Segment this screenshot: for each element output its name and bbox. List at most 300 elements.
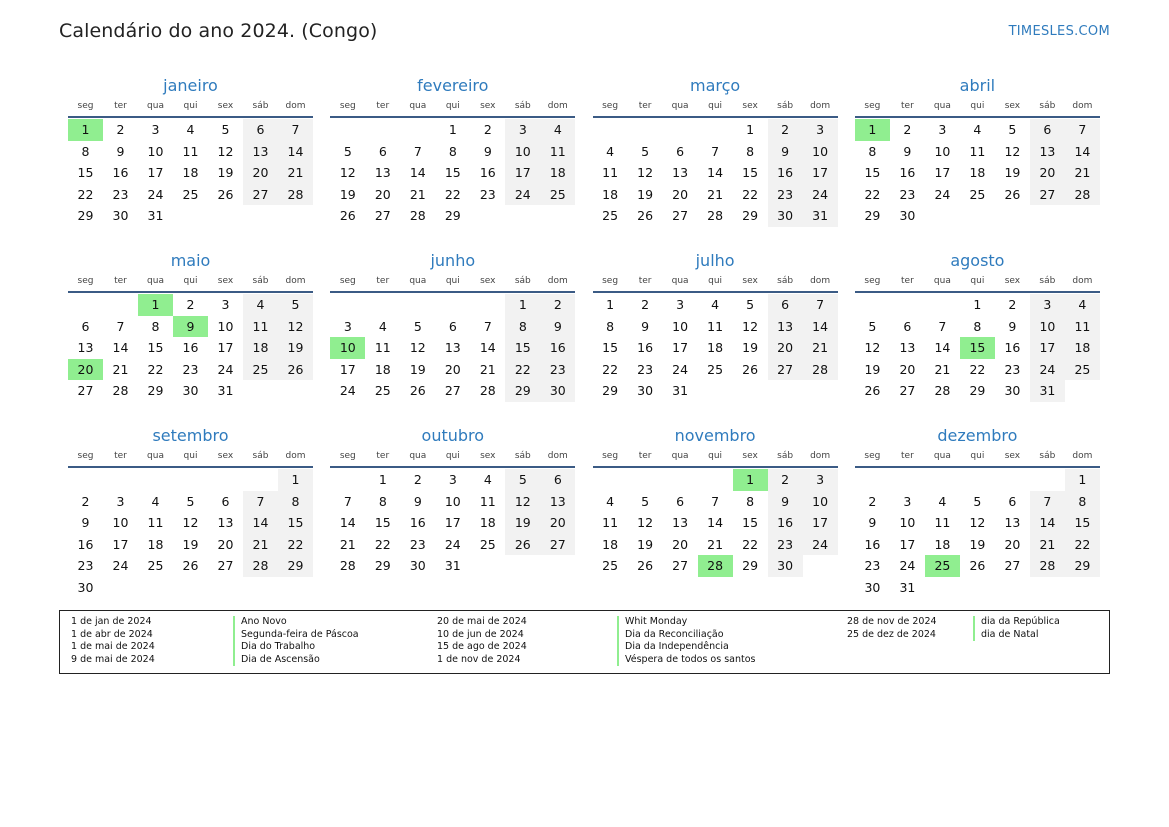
day-cell[interactable]: 20: [672, 536, 689, 552]
day-cell[interactable]: 10: [147, 143, 164, 159]
day-cell[interactable]: 19: [637, 536, 654, 552]
day-cell[interactable]: 22: [864, 186, 881, 202]
day-cell[interactable]: 5: [278, 294, 313, 316]
day-cell[interactable]: 6: [903, 318, 912, 334]
day-cell[interactable]: 23: [77, 558, 94, 574]
day-cell[interactable]: 16: [1004, 340, 1021, 356]
day-cell[interactable]: 18: [243, 337, 278, 359]
day-cell[interactable]: 5: [973, 493, 982, 509]
day-cell[interactable]: 25: [243, 359, 278, 381]
holiday-day-cell[interactable]: 1: [68, 119, 103, 141]
day-cell[interactable]: 26: [637, 558, 654, 574]
day-cell[interactable]: 4: [151, 493, 160, 509]
day-cell[interactable]: 8: [505, 316, 540, 338]
day-cell[interactable]: 6: [448, 318, 457, 334]
day-cell[interactable]: 1: [973, 297, 982, 312]
day-cell[interactable]: 11: [1065, 316, 1100, 338]
day-cell[interactable]: 1: [606, 297, 615, 312]
day-cell[interactable]: 1: [1065, 469, 1100, 491]
day-cell[interactable]: 21: [1030, 534, 1065, 556]
day-cell[interactable]: 21: [409, 186, 426, 202]
day-cell[interactable]: 14: [243, 512, 278, 534]
day-cell[interactable]: 24: [803, 184, 838, 206]
day-cell[interactable]: 27: [540, 534, 575, 556]
day-cell[interactable]: 2: [768, 469, 803, 491]
day-cell[interactable]: 30: [540, 380, 575, 402]
day-cell[interactable]: 16: [899, 165, 916, 181]
day-cell[interactable]: 22: [742, 186, 759, 202]
day-cell[interactable]: 20: [243, 162, 278, 184]
day-cell[interactable]: 23: [637, 361, 654, 377]
day-cell[interactable]: 1: [448, 122, 457, 137]
day-cell[interactable]: 26: [505, 534, 540, 556]
day-cell[interactable]: 19: [182, 536, 199, 552]
day-cell[interactable]: 11: [374, 340, 391, 356]
day-cell[interactable]: 8: [746, 493, 755, 509]
day-cell[interactable]: 9: [81, 515, 90, 531]
day-cell[interactable]: 13: [77, 340, 94, 356]
day-cell[interactable]: 19: [742, 340, 759, 356]
day-cell[interactable]: 9: [1008, 318, 1017, 334]
day-cell[interactable]: 12: [217, 143, 234, 159]
day-cell[interactable]: 25: [182, 186, 199, 202]
day-cell[interactable]: 14: [707, 515, 724, 531]
day-cell[interactable]: 31: [147, 208, 164, 224]
day-cell[interactable]: 20: [444, 361, 461, 377]
day-cell[interactable]: 5: [413, 318, 422, 334]
day-cell[interactable]: 29: [602, 383, 619, 399]
day-cell[interactable]: 19: [217, 165, 234, 181]
day-cell[interactable]: 18: [540, 162, 575, 184]
day-cell[interactable]: 16: [112, 165, 129, 181]
day-cell[interactable]: 29: [278, 555, 313, 577]
day-cell[interactable]: 26: [637, 208, 654, 224]
day-cell[interactable]: 11: [934, 515, 951, 531]
day-cell[interactable]: 12: [409, 340, 426, 356]
day-cell[interactable]: 13: [444, 340, 461, 356]
day-cell[interactable]: 17: [505, 162, 540, 184]
day-cell[interactable]: 4: [711, 297, 720, 312]
day-cell[interactable]: 21: [803, 337, 838, 359]
day-cell[interactable]: 29: [77, 208, 94, 224]
day-cell[interactable]: 25: [540, 184, 575, 206]
day-cell[interactable]: 2: [768, 119, 803, 141]
day-cell[interactable]: 30: [768, 205, 803, 227]
day-cell[interactable]: 13: [1004, 515, 1021, 531]
day-cell[interactable]: 16: [637, 340, 654, 356]
day-cell[interactable]: 2: [540, 294, 575, 316]
day-cell[interactable]: 23: [899, 186, 916, 202]
day-cell[interactable]: 3: [343, 318, 352, 334]
day-cell[interactable]: 5: [641, 143, 650, 159]
day-cell[interactable]: 26: [742, 361, 759, 377]
day-cell[interactable]: 14: [1065, 141, 1100, 163]
day-cell[interactable]: 4: [378, 318, 387, 334]
day-cell[interactable]: 7: [343, 493, 352, 509]
day-cell[interactable]: 26: [1004, 186, 1021, 202]
day-cell[interactable]: 23: [409, 536, 426, 552]
day-cell[interactable]: 9: [116, 143, 125, 159]
day-cell[interactable]: 7: [803, 294, 838, 316]
day-cell[interactable]: 27: [1004, 558, 1021, 574]
day-cell[interactable]: 7: [1030, 491, 1065, 513]
day-cell[interactable]: 2: [81, 493, 90, 509]
day-cell[interactable]: 28: [1030, 555, 1065, 577]
day-cell[interactable]: 12: [637, 165, 654, 181]
day-cell[interactable]: 7: [116, 318, 125, 334]
day-cell[interactable]: 4: [540, 119, 575, 141]
day-cell[interactable]: 27: [243, 184, 278, 206]
day-cell[interactable]: 15: [374, 515, 391, 531]
day-cell[interactable]: 2: [641, 297, 650, 312]
day-cell[interactable]: 17: [934, 165, 951, 181]
day-cell[interactable]: 27: [1030, 184, 1065, 206]
day-cell[interactable]: 29: [505, 380, 540, 402]
day-cell[interactable]: 31: [803, 205, 838, 227]
day-cell[interactable]: 14: [112, 340, 129, 356]
day-cell[interactable]: 3: [116, 493, 125, 509]
day-cell[interactable]: 23: [479, 186, 496, 202]
day-cell[interactable]: 31: [899, 579, 916, 595]
day-cell[interactable]: 8: [746, 143, 755, 159]
day-cell[interactable]: 21: [479, 361, 496, 377]
day-cell[interactable]: 12: [864, 340, 881, 356]
day-cell[interactable]: 28: [243, 555, 278, 577]
day-cell[interactable]: 15: [505, 337, 540, 359]
day-cell[interactable]: 17: [1030, 337, 1065, 359]
day-cell[interactable]: 12: [637, 515, 654, 531]
day-cell[interactable]: 7: [243, 491, 278, 513]
day-cell[interactable]: 14: [339, 515, 356, 531]
day-cell[interactable]: 4: [1065, 294, 1100, 316]
day-cell[interactable]: 17: [899, 536, 916, 552]
day-cell[interactable]: 5: [343, 143, 352, 159]
day-cell[interactable]: 21: [1065, 162, 1100, 184]
day-cell[interactable]: 2: [483, 122, 492, 137]
day-cell[interactable]: 18: [602, 186, 619, 202]
day-cell[interactable]: 21: [112, 361, 129, 377]
day-cell[interactable]: 30: [182, 383, 199, 399]
holiday-day-cell[interactable]: 1: [733, 469, 768, 491]
day-cell[interactable]: 17: [672, 340, 689, 356]
day-cell[interactable]: 7: [711, 493, 720, 509]
day-cell[interactable]: 26: [217, 186, 234, 202]
day-cell[interactable]: 28: [278, 184, 313, 206]
day-cell[interactable]: 2: [116, 122, 125, 137]
day-cell[interactable]: 15: [147, 340, 164, 356]
day-cell[interactable]: 1: [505, 294, 540, 316]
day-cell[interactable]: 6: [1030, 119, 1065, 141]
day-cell[interactable]: 15: [602, 340, 619, 356]
day-cell[interactable]: 27: [374, 208, 391, 224]
day-cell[interactable]: 26: [864, 383, 881, 399]
day-cell[interactable]: 5: [641, 493, 650, 509]
day-cell[interactable]: 27: [768, 359, 803, 381]
day-cell[interactable]: 6: [221, 493, 230, 509]
day-cell[interactable]: 28: [707, 208, 724, 224]
day-cell[interactable]: 21: [707, 536, 724, 552]
day-cell[interactable]: 27: [672, 208, 689, 224]
day-cell[interactable]: 15: [278, 512, 313, 534]
day-cell[interactable]: 22: [147, 361, 164, 377]
day-cell[interactable]: 20: [217, 536, 234, 552]
day-cell[interactable]: 21: [243, 534, 278, 556]
day-cell[interactable]: 3: [1030, 294, 1065, 316]
day-cell[interactable]: 20: [1030, 162, 1065, 184]
day-cell[interactable]: 27: [217, 558, 234, 574]
day-cell[interactable]: 13: [217, 515, 234, 531]
day-cell[interactable]: 22: [742, 536, 759, 552]
day-cell[interactable]: 9: [641, 318, 650, 334]
day-cell[interactable]: 26: [969, 558, 986, 574]
day-cell[interactable]: 20: [899, 361, 916, 377]
day-cell[interactable]: 24: [339, 383, 356, 399]
day-cell[interactable]: 15: [77, 165, 94, 181]
day-cell[interactable]: 18: [969, 165, 986, 181]
day-cell[interactable]: 4: [186, 122, 195, 137]
day-cell[interactable]: 19: [409, 361, 426, 377]
day-cell[interactable]: 17: [217, 340, 234, 356]
day-cell[interactable]: 28: [1065, 184, 1100, 206]
day-cell[interactable]: 31: [444, 558, 461, 574]
day-cell[interactable]: 19: [278, 337, 313, 359]
day-cell[interactable]: 3: [903, 493, 912, 509]
day-cell[interactable]: 18: [374, 361, 391, 377]
day-cell[interactable]: 10: [672, 318, 689, 334]
day-cell[interactable]: 22: [505, 359, 540, 381]
day-cell[interactable]: 6: [1008, 493, 1017, 509]
day-cell[interactable]: 30: [77, 579, 94, 595]
day-cell[interactable]: 22: [602, 361, 619, 377]
day-cell[interactable]: 11: [969, 143, 986, 159]
day-cell[interactable]: 23: [540, 359, 575, 381]
day-cell[interactable]: 21: [707, 186, 724, 202]
day-cell[interactable]: 10: [444, 493, 461, 509]
day-cell[interactable]: 12: [339, 165, 356, 181]
day-cell[interactable]: 2: [186, 297, 195, 312]
holiday-day-cell[interactable]: 15: [960, 337, 995, 359]
day-cell[interactable]: 16: [540, 337, 575, 359]
day-cell[interactable]: 17: [147, 165, 164, 181]
day-cell[interactable]: 17: [803, 512, 838, 534]
day-cell[interactable]: 18: [602, 536, 619, 552]
day-cell[interactable]: 1: [378, 472, 387, 487]
holiday-day-cell[interactable]: 25: [925, 555, 960, 577]
day-cell[interactable]: 23: [1004, 361, 1021, 377]
day-cell[interactable]: 11: [602, 515, 619, 531]
day-cell[interactable]: 24: [899, 558, 916, 574]
day-cell[interactable]: 14: [278, 141, 313, 163]
day-cell[interactable]: 4: [606, 493, 615, 509]
day-cell[interactable]: 22: [278, 534, 313, 556]
day-cell[interactable]: 7: [938, 318, 947, 334]
day-cell[interactable]: 29: [969, 383, 986, 399]
day-cell[interactable]: 8: [973, 318, 982, 334]
day-cell[interactable]: 11: [147, 515, 164, 531]
day-cell[interactable]: 5: [746, 297, 755, 312]
day-cell[interactable]: 4: [973, 122, 982, 137]
day-cell[interactable]: 10: [803, 491, 838, 513]
holiday-day-cell[interactable]: 20: [68, 359, 103, 381]
day-cell[interactable]: 10: [934, 143, 951, 159]
day-cell[interactable]: 3: [505, 119, 540, 141]
day-cell[interactable]: 12: [182, 515, 199, 531]
day-cell[interactable]: 7: [413, 143, 422, 159]
day-cell[interactable]: 26: [409, 383, 426, 399]
day-cell[interactable]: 14: [707, 165, 724, 181]
day-cell[interactable]: 4: [243, 294, 278, 316]
day-cell[interactable]: 11: [540, 141, 575, 163]
day-cell[interactable]: 20: [374, 186, 391, 202]
day-cell[interactable]: 2: [1008, 297, 1017, 312]
day-cell[interactable]: 10: [1030, 316, 1065, 338]
day-cell[interactable]: 29: [147, 383, 164, 399]
day-cell[interactable]: 13: [374, 165, 391, 181]
day-cell[interactable]: 13: [672, 165, 689, 181]
day-cell[interactable]: 24: [505, 184, 540, 206]
day-cell[interactable]: 28: [112, 383, 129, 399]
day-cell[interactable]: 30: [637, 383, 654, 399]
day-cell[interactable]: 30: [112, 208, 129, 224]
day-cell[interactable]: 23: [864, 558, 881, 574]
day-cell[interactable]: 17: [803, 162, 838, 184]
day-cell[interactable]: 3: [803, 469, 838, 491]
day-cell[interactable]: 3: [151, 122, 160, 137]
day-cell[interactable]: 29: [742, 558, 759, 574]
day-cell[interactable]: 5: [505, 469, 540, 491]
day-cell[interactable]: 8: [81, 143, 90, 159]
day-cell[interactable]: 10: [803, 141, 838, 163]
day-cell[interactable]: 25: [602, 208, 619, 224]
day-cell[interactable]: 8: [448, 143, 457, 159]
day-cell[interactable]: 22: [444, 186, 461, 202]
day-cell[interactable]: 29: [1065, 555, 1100, 577]
day-cell[interactable]: 24: [217, 361, 234, 377]
holiday-day-cell[interactable]: 1: [855, 119, 890, 141]
day-cell[interactable]: 29: [864, 208, 881, 224]
day-cell[interactable]: 30: [864, 579, 881, 595]
day-cell[interactable]: 28: [339, 558, 356, 574]
day-cell[interactable]: 19: [505, 512, 540, 534]
holiday-day-cell[interactable]: 9: [173, 316, 208, 338]
day-cell[interactable]: 27: [899, 383, 916, 399]
day-cell[interactable]: 31: [1030, 380, 1065, 402]
day-cell[interactable]: 10: [899, 515, 916, 531]
day-cell[interactable]: 16: [768, 512, 803, 534]
day-cell[interactable]: 5: [221, 122, 230, 137]
day-cell[interactable]: 20: [672, 186, 689, 202]
day-cell[interactable]: 5: [1008, 122, 1017, 137]
day-cell[interactable]: 22: [969, 361, 986, 377]
day-cell[interactable]: 13: [768, 316, 803, 338]
day-cell[interactable]: 28: [409, 208, 426, 224]
day-cell[interactable]: 14: [409, 165, 426, 181]
day-cell[interactable]: 19: [339, 186, 356, 202]
day-cell[interactable]: 18: [182, 165, 199, 181]
day-cell[interactable]: 30: [1004, 383, 1021, 399]
day-cell[interactable]: 13: [540, 491, 575, 513]
day-cell[interactable]: 25: [147, 558, 164, 574]
day-cell[interactable]: 29: [374, 558, 391, 574]
day-cell[interactable]: 25: [602, 558, 619, 574]
day-cell[interactable]: 27: [77, 383, 94, 399]
day-cell[interactable]: 9: [768, 491, 803, 513]
day-cell[interactable]: 29: [742, 208, 759, 224]
day-cell[interactable]: 8: [606, 318, 615, 334]
day-cell[interactable]: 7: [278, 119, 313, 141]
day-cell[interactable]: 24: [444, 536, 461, 552]
day-cell[interactable]: 12: [969, 515, 986, 531]
day-cell[interactable]: 26: [278, 359, 313, 381]
brand-link[interactable]: TIMESLES.COM: [1008, 24, 1110, 39]
day-cell[interactable]: 25: [969, 186, 986, 202]
day-cell[interactable]: 12: [505, 491, 540, 513]
day-cell[interactable]: 23: [182, 361, 199, 377]
day-cell[interactable]: 17: [112, 536, 129, 552]
day-cell[interactable]: 19: [864, 361, 881, 377]
day-cell[interactable]: 31: [672, 383, 689, 399]
day-cell[interactable]: 25: [707, 361, 724, 377]
day-cell[interactable]: 28: [479, 383, 496, 399]
day-cell[interactable]: 16: [77, 536, 94, 552]
day-cell[interactable]: 9: [903, 143, 912, 159]
day-cell[interactable]: 22: [374, 536, 391, 552]
day-cell[interactable]: 6: [81, 318, 90, 334]
day-cell[interactable]: 9: [868, 515, 877, 531]
day-cell[interactable]: 6: [676, 143, 685, 159]
day-cell[interactable]: 2: [903, 122, 912, 137]
day-cell[interactable]: 3: [938, 122, 947, 137]
day-cell[interactable]: 24: [803, 534, 838, 556]
holiday-day-cell[interactable]: 1: [138, 294, 173, 316]
day-cell[interactable]: 18: [707, 340, 724, 356]
day-cell[interactable]: 6: [540, 469, 575, 491]
day-cell[interactable]: 11: [707, 318, 724, 334]
day-cell[interactable]: 28: [934, 383, 951, 399]
day-cell[interactable]: 9: [413, 493, 422, 509]
day-cell[interactable]: 30: [768, 555, 803, 577]
day-cell[interactable]: 19: [969, 536, 986, 552]
day-cell[interactable]: 14: [479, 340, 496, 356]
day-cell[interactable]: 6: [378, 143, 387, 159]
day-cell[interactable]: 16: [479, 165, 496, 181]
day-cell[interactable]: 31: [217, 383, 234, 399]
day-cell[interactable]: 24: [672, 361, 689, 377]
day-cell[interactable]: 3: [676, 297, 685, 312]
day-cell[interactable]: 12: [1004, 143, 1021, 159]
day-cell[interactable]: 24: [1030, 359, 1065, 381]
day-cell[interactable]: 23: [768, 534, 803, 556]
day-cell[interactable]: 18: [1065, 337, 1100, 359]
day-cell[interactable]: 20: [1004, 536, 1021, 552]
day-cell[interactable]: 11: [182, 143, 199, 159]
day-cell[interactable]: 25: [1065, 359, 1100, 381]
holiday-day-cell[interactable]: 28: [698, 555, 733, 577]
day-cell[interactable]: 13: [1030, 141, 1065, 163]
day-cell[interactable]: 8: [1065, 491, 1100, 513]
day-cell[interactable]: 16: [768, 162, 803, 184]
day-cell[interactable]: 12: [742, 318, 759, 334]
day-cell[interactable]: 10: [505, 141, 540, 163]
day-cell[interactable]: 8: [868, 143, 877, 159]
day-cell[interactable]: 8: [278, 491, 313, 513]
day-cell[interactable]: 22: [1065, 534, 1100, 556]
day-cell[interactable]: 5: [868, 318, 877, 334]
day-cell[interactable]: 26: [182, 558, 199, 574]
day-cell[interactable]: 7: [483, 318, 492, 334]
day-cell[interactable]: 11: [479, 493, 496, 509]
day-cell[interactable]: 17: [339, 361, 356, 377]
